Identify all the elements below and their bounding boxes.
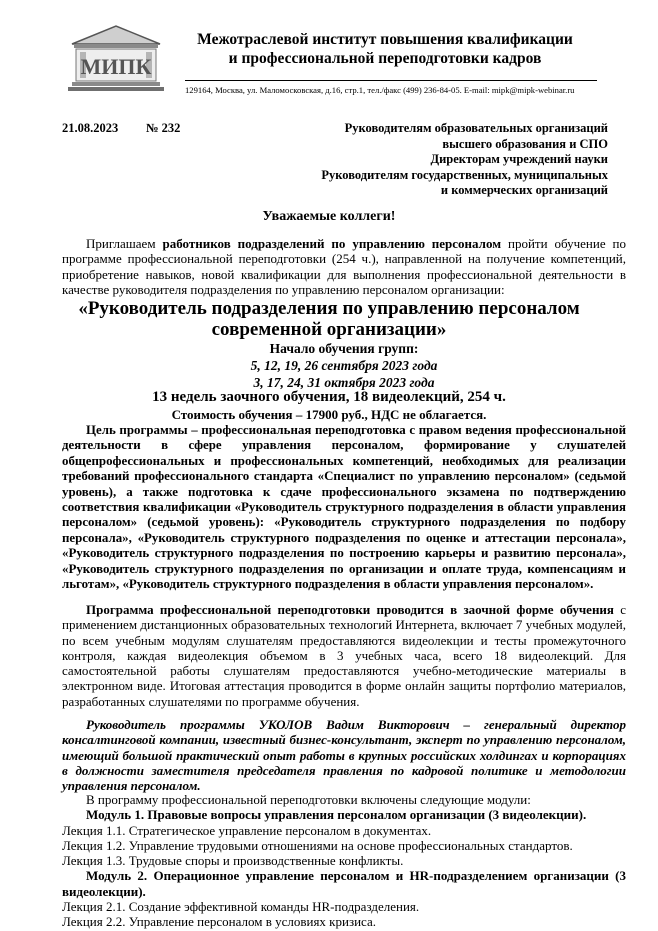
- recipient-line: и коммерческих организаций: [440, 183, 608, 197]
- recipient-line: Руководителям государственных, муниципальных: [321, 167, 608, 182]
- program-format-lead: Программа профессиональной переподготовки проводится в заочной форме обучения: [86, 602, 614, 617]
- modules-intro: В программу профессиональной переподготовки включены следующие модули:: [86, 792, 531, 807]
- modules-section: [62, 792, 626, 930]
- start-dates-september: 5, 12, 19, 26 сентября 2023 года: [250, 358, 438, 373]
- program-title-line1: «Руководитель подразделения по управлению персоналом: [78, 298, 580, 319]
- program-head-text: Руководитель программы УКОЛОВ Вадим Викторович – генеральный директор консалтинговой компании, известный бизнес-консультант, эксперт по управлению персоналом, имеющий большой практический опыт работы в крупных российских холдингах и корпорациях в должности заместителя председателя правления по кадровой политике и методологии управления персоналом.: [62, 717, 626, 794]
- intro-text: пройти обучение по программе профессиональной переподготовки (254 ч.), направленной на получение компетенций, приобретение навыков, новой квалификации для выполнения профессиональной деятельности в качестве руководителя подразделения по управлению персоналом организации:: [62, 236, 626, 297]
- letter-number: № 232: [146, 121, 181, 135]
- start-label: Начало обучения групп:: [269, 341, 419, 356]
- institute-logo: [62, 22, 170, 94]
- logo-lettering: МИПК: [80, 54, 152, 79]
- recipient-line: высшего образования и СПО: [442, 136, 608, 151]
- program-title-line2: современной организации»: [211, 319, 447, 340]
- lecture-item: Лекция 1.3. Трудовые споры и производственные конфликты.: [62, 853, 404, 869]
- lecture-item: Лекция 2.2. Управление персоналом в условиях кризиса.: [62, 914, 376, 930]
- program-format-text: с применением дистанционных образовательных технологий Интернета, включает 7 учебных модулей, по всем учебным модулям слушателям предоставляются видеолекции и тесты промежуточного контроля, каждая видеолекция объемом в 3 учебных часа, всего 18 видеолекций. Для самостоятельной работы слушателям предоставляются учебно-методические материалы в электронном виде. Итоговая аттестация проводится в форме онлайн защиты портфолио материалов, разработанных слушателями по программе обучения.: [62, 602, 626, 709]
- module-2-title: Модуль 2. Операционное управление персоналом и HR-подразделением организации (3 видеолекции).: [62, 868, 626, 899]
- greeting: Уважаемые коллеги!: [262, 209, 396, 224]
- program-head: [62, 717, 626, 793]
- recipient-line: Директорам учреждений науки: [430, 152, 608, 166]
- program-goal-text: Цель программы – профессиональная переподготовка с правом ведения профессиональной деятельности в сфере управления персоналом, формирование у слушателей общепрофессиональных и профессиональных компетенций, необходимых для реализации требований профессионального стандарта «Специалист по управлению персоналом» (седьмой уровень), а также подготовка к сдаче профессионального экзамена по подтверждению соответствия квалификации «Руководитель структурного подразделения в области управления персоналом» (седьмой уровень): «Руководитель структурного подразделения по подбору персонала», «Руководитель структурного подразделения по оценке и аттестации персонала», «Руководитель структурного подразделения по построению карьеры и развитию персонала», «Руководитель структурного подразделения по организации и оплате труда, компенсациям и льготам», «Руководитель структурного подразделения в области управления персоналом».: [62, 423, 626, 592]
- recipient-line: Руководителям образовательных организаций: [344, 121, 608, 135]
- program-duration: 13 недель заочного обучения, 18 видеолекций, 254 ч.: [152, 389, 506, 405]
- program-format: [62, 602, 626, 709]
- intro-text: Приглашаем: [86, 236, 163, 251]
- org-name-line2: и профессиональной переподготовки кадров: [228, 50, 542, 67]
- start-dates-block: [62, 340, 626, 391]
- lecture-item: Лекция 1.1. Стратегическое управление персоналом в документах.: [62, 822, 432, 838]
- program-goal: [62, 423, 626, 592]
- header-divider: [185, 80, 597, 81]
- lecture-item: Лекция 1.2. Управление трудовыми отношениями на основе профессиональных стандартов.: [62, 837, 573, 853]
- intro-paragraph: [62, 236, 626, 297]
- intro-target-audience: работников подразделений по управлению персоналом: [162, 236, 502, 251]
- start-dates-october: 3, 17, 24, 31 октября 2023 года: [253, 375, 435, 390]
- org-name-line1: Межотраслевой институт повышения квалификации: [197, 31, 573, 48]
- module-1-title: Модуль 1. Правовые вопросы управления персоналом организации (3 видеолекции).: [86, 807, 587, 823]
- program-title: [40, 298, 618, 340]
- lecture-item: Лекция 2.1. Создание эффективной команды HR-подразделения.: [62, 899, 420, 915]
- letter-date: 21.08.2023: [62, 121, 119, 135]
- program-cost: Стоимость обучения – 17900 руб., НДС не облагается.: [171, 407, 487, 422]
- recipients-block: [288, 121, 608, 199]
- org-address: 129164, Москва, ул. Маломосковская, д.16, стр.1, тел./факс (499) 236-84-05. E-mail: mipk@mipk-webinar.ru: [185, 85, 575, 95]
